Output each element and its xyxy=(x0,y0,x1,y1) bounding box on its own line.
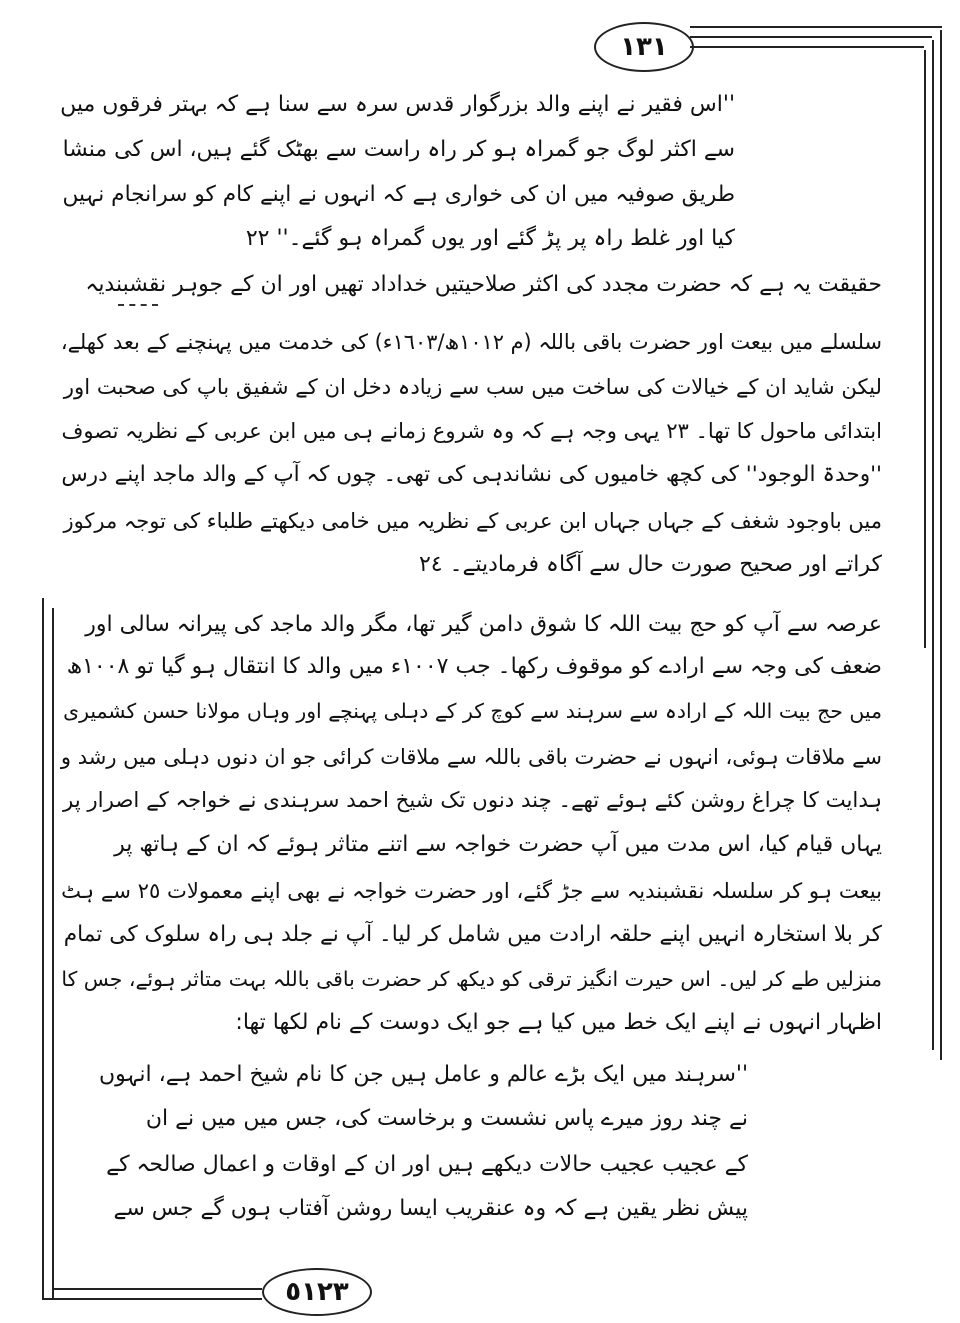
body-line: ہدایت کا چراغ روشن کئے ہوئے تھے۔ چند دنوں تک شیخ احمد سرہندی نے خواجہ کے اصرار پر xyxy=(62,788,882,813)
body-line: کراتے اور صحیح صورت حال سے آگاہ فرمادیتے۔ ٢٤ xyxy=(418,552,882,577)
body-line: بیعت ہو کر سلسلہ نقشبندیہ سے جڑ گئے، اور حضرت خواجہ نے بھی اپنے معمولات ٢٥ سے ہٹ xyxy=(61,878,882,903)
frame-line xyxy=(932,40,934,1050)
frame-line xyxy=(690,36,932,38)
frame-line xyxy=(42,1298,262,1300)
quote-line: ''سرہند میں ایک بڑے عالم و عامل ہیں جن کا نام شیخ احمد ہے، انہوں xyxy=(99,1062,748,1087)
body-line: کر بلا استخارہ انہیں اپنے حلقہ ارادت میں شامل کر لیا۔ آپ نے جلد ہی راہ سلوک کی تمام xyxy=(63,922,882,947)
quote-line: ''اس فقیر نے اپنے والد بزرگوار قدس سرہ سے سنا ہے کہ بہتر فرقوں میں xyxy=(60,92,735,117)
body-line: عرصہ سے آپ کو حج بیت اللہ کا شوق دامن گیر تھا، مگر والد ماجد کی پیرانہ سالی اور xyxy=(85,612,882,637)
body-line: میں باوجود شغف کے جہاں جہاں ابن عربی کے نظریہ میں خامی دیکھتے طلباء کی توجہ مرکوز xyxy=(63,509,882,533)
body-line: ضعف کی وجہ سے ارادے کو موقوف رکھا۔ جب ١٠٠٧ء میں والد کا انتقال ہو گیا تو ١٠٠٨ھ xyxy=(66,654,882,679)
quote-line: طریق صوفیہ میں ان کی خواری ہے کہ انہوں نے اپنے کام کو سرانجام نہیں xyxy=(62,182,735,207)
frame-line xyxy=(42,598,44,1298)
body-line: اظہار انہوں نے اپنے ایک خط میں کیا ہے جو ایک دوست کے نام لکھا تھا: xyxy=(235,1010,882,1035)
quote-line: کے عجیب عجیب حالات دیکھے ہیں اور ان کے اوقات و اعمال صالحہ کے xyxy=(106,1152,748,1177)
body-line: یہاں قیام کیا، اس مدت میں آپ حضرت خواجہ سے اتنے متاثر ہوئے کہ ان کے ہاتھ پر xyxy=(114,832,882,857)
frame-line xyxy=(940,30,942,1060)
body-line: ''وحدۃ الوجود'' کی کچھ خامیوں کی نشاندہی کی تھی۔ چوں کہ آپ کے والد ماجد اپنے درس xyxy=(61,462,882,487)
frame-line xyxy=(690,46,924,48)
body-line: حقیقت یہ ہے کہ حضرت مجدد کی اکثر صلاحیتیں خداداد تھیں اور ان کے جوہر نقشبندیہ xyxy=(85,272,882,297)
page-number-top: ١٣١ xyxy=(594,22,694,72)
frame-line xyxy=(690,26,942,28)
body-line: منزلیں طے کر لیں۔ اس حیرت انگیز ترقی کو دیکھ کر حضرت باقی باللہ بہت متاثر ہوئے، جس کا xyxy=(61,967,882,991)
body-line: لیکن شاید ان کے خیالات کی ساخت میں سب سے زیادہ دخل ان کے شفیق باپ کی صحبت اور xyxy=(63,374,882,399)
quote-line: کیا اور غلط راہ پر پڑ گئے اور یوں گمراہ ہو گئے۔'' ٢٢ xyxy=(245,226,735,251)
frame-line xyxy=(52,608,54,1298)
quote-line: پیش نظر یقین ہے کہ وہ عنقریب ایسا روشن آفتاب ہوں گے جس سے xyxy=(113,1196,748,1221)
frame-line xyxy=(924,50,926,648)
page-number-bottom: ٥١٢٣ xyxy=(262,1268,372,1316)
quote-line: سے اکثر لوگ جو گمراہ ہو کر راہ راست سے بھٹک گئے ہیں، اس کی منشا xyxy=(62,137,735,162)
body-line: سلسلے میں بیعت اور حضرت باقی باللہ (م ١٠١٢ھ/١٦٠٣ء) کی خدمت میں پہنچنے کے بعد کھلے، xyxy=(60,330,882,354)
section-divider xyxy=(118,304,158,306)
body-line: میں حج بیت اللہ کے ارادہ سے سرہند سے کوچ کر کے دہلی پہنچے اور وہاں مولانا حسن کشمیری xyxy=(63,699,882,723)
body-line: ابتدائی ماحول کا تھا۔ ٢٣ یہی وجہ ہے کہ وہ شروع زمانے ہی میں ابن عربی کے نظریہ تصوف xyxy=(61,418,882,443)
quote-line: نے چند روز میرے پاس نشست و برخاست کی، جس میں میں نے ان xyxy=(145,1106,748,1131)
body-line: سے ملاقات ہوئی، انہوں نے حضرت باقی باللہ سے ملاقات کرائی جو ان دنوں دہلی میں رشد و xyxy=(60,745,882,769)
frame-line xyxy=(52,1288,262,1290)
